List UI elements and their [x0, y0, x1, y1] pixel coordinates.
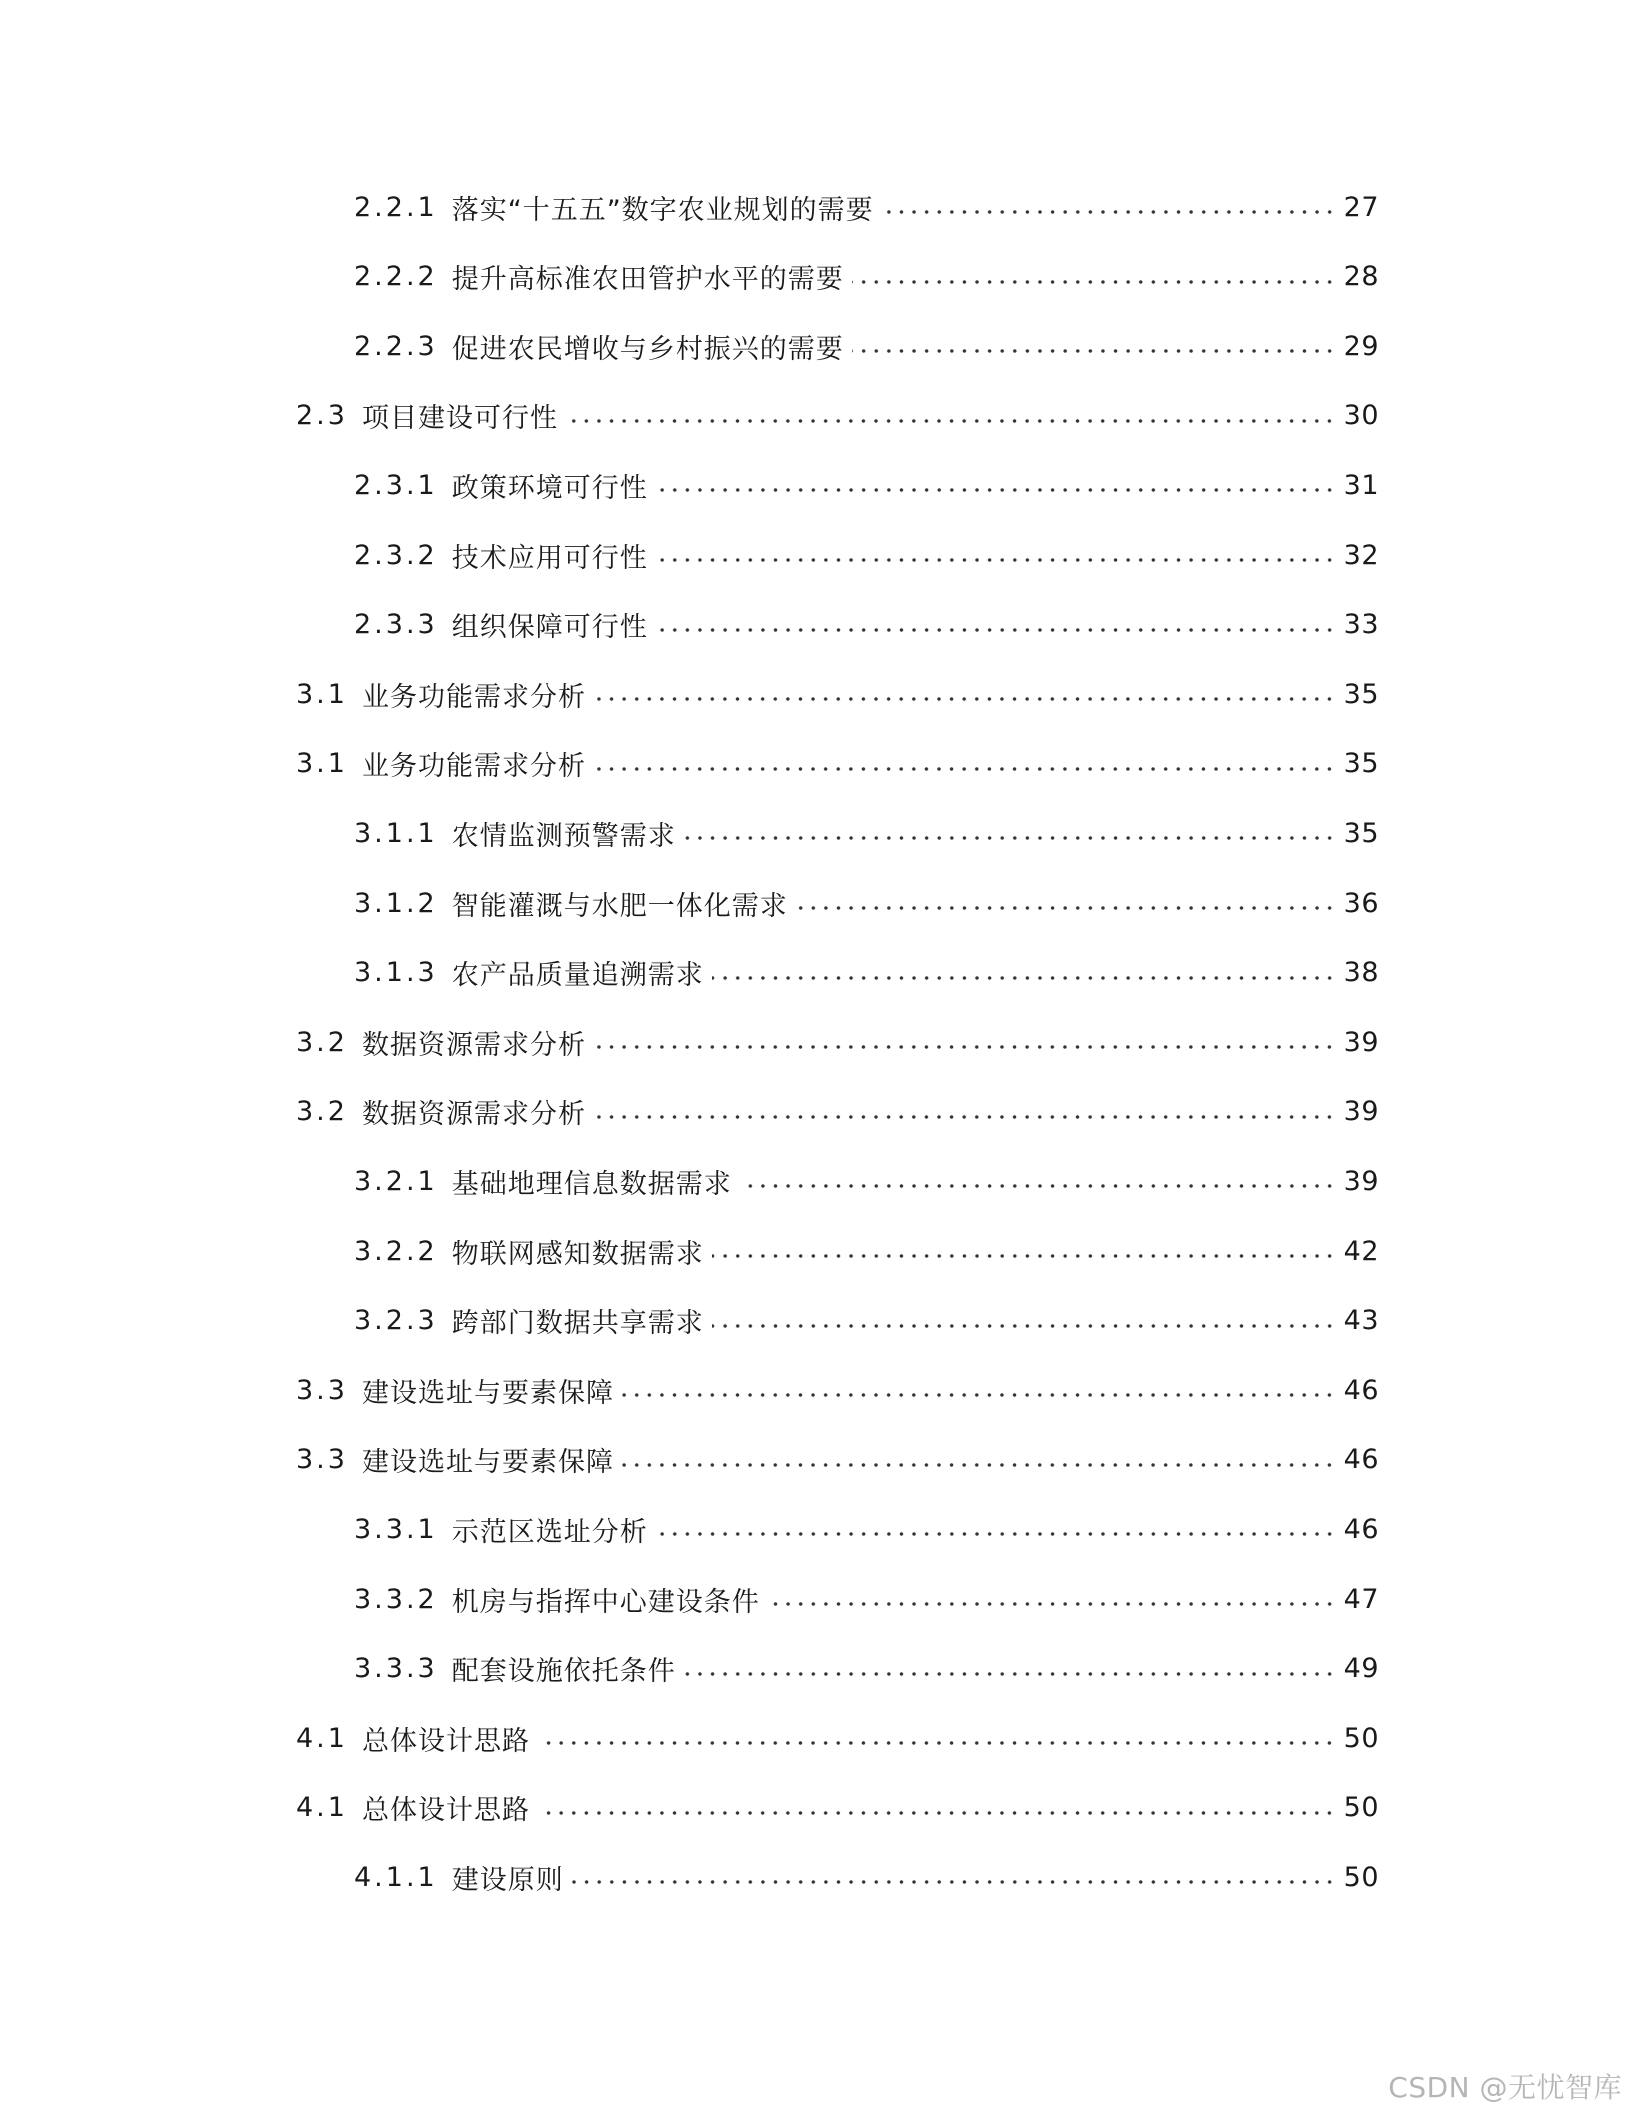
toc-entry-page-number: 33 — [1343, 609, 1379, 641]
toc-entry-title: 提升高标准农田管护水平的需要 — [451, 264, 844, 296]
toc-entry-page-number: 50 — [1343, 1861, 1379, 1893]
toc-entry[interactable] — [296, 1783, 1379, 1833]
toc-entry-page-number: 43 — [1343, 1305, 1379, 1337]
dot-leader — [594, 1115, 1336, 1119]
toc-entry-page-number: 35 — [1343, 678, 1379, 710]
dot-leader — [684, 1672, 1336, 1676]
toc-entry-title: 总体设计思路 — [361, 1725, 530, 1757]
toc-entry[interactable] — [354, 1296, 1379, 1346]
dot-leader — [656, 488, 1336, 492]
toc-entry-number: 3.1.3 — [354, 957, 438, 989]
toc-entry[interactable] — [296, 1017, 1379, 1067]
toc-entry-title: 业务功能需求分析 — [361, 751, 586, 783]
toc-entry-title: 政策环境可行性 — [451, 472, 648, 504]
dot-leader — [656, 1532, 1336, 1536]
toc-entry-number: 2.2.3 — [354, 330, 438, 362]
toc-entry-title: 机房与指挥中心建设条件 — [451, 1586, 760, 1618]
dot-leader — [656, 558, 1336, 562]
toc-entry-number: 2.3.1 — [354, 469, 438, 501]
toc-entry-page-number: 31 — [1343, 469, 1379, 501]
dot-leader — [656, 628, 1336, 632]
toc-entry[interactable] — [296, 739, 1379, 789]
toc-entry[interactable] — [354, 252, 1379, 302]
toc-entry-page-number: 50 — [1343, 1792, 1379, 1824]
toc-entry-title: 智能灌溉与水肥一体化需求 — [451, 890, 788, 922]
toc-entry[interactable] — [354, 878, 1379, 928]
dot-leader — [594, 767, 1336, 771]
toc-entry-number: 3.2.3 — [354, 1305, 438, 1337]
toc-entry-number: 3.2.2 — [354, 1235, 438, 1267]
toc-entry-page-number: 35 — [1343, 748, 1379, 780]
toc-entry-page-number: 28 — [1343, 261, 1379, 293]
toc-entry-number: 3.2 — [296, 1096, 348, 1128]
toc-entry-page-number: 35 — [1343, 817, 1379, 849]
toc-entry-page-number: 29 — [1343, 330, 1379, 362]
dot-leader — [740, 1184, 1336, 1188]
toc-entry[interactable] — [354, 460, 1379, 510]
toc-entry[interactable] — [354, 1504, 1379, 1554]
toc-entry[interactable] — [354, 1226, 1379, 1276]
watermark: CSDN @无忧智库 — [1388, 2071, 1622, 2104]
toc-entry-page-number: 27 — [1343, 191, 1379, 223]
toc-entry-number: 4.1 — [296, 1792, 348, 1824]
toc-entry-page-number: 50 — [1343, 1722, 1379, 1754]
toc-entry-number: 2.3.3 — [354, 609, 438, 641]
toc-entry-number: 3.3.2 — [354, 1583, 438, 1615]
toc-entry-title: 配套设施依托条件 — [451, 1656, 676, 1688]
dot-leader — [796, 906, 1336, 910]
toc-entry-number: 3.2.1 — [354, 1165, 438, 1197]
toc-entry-number: 2.3.2 — [354, 539, 438, 571]
toc-entry[interactable] — [296, 391, 1379, 441]
toc-entry-title: 技术应用可行性 — [451, 542, 648, 574]
toc-entry-title: 示范区选址分析 — [451, 1516, 648, 1548]
dot-leader — [538, 1741, 1336, 1745]
toc-entry-number: 3.2 — [296, 1026, 348, 1058]
toc-entry-page-number: 42 — [1343, 1235, 1379, 1267]
dot-leader — [768, 1602, 1336, 1606]
toc-entry[interactable] — [354, 1574, 1379, 1624]
toc-entry-number: 2.2.2 — [354, 261, 438, 293]
toc-entry-title: 农产品质量追溯需求 — [451, 960, 704, 992]
dot-leader — [882, 210, 1336, 214]
toc-entry-number: 3.1 — [296, 678, 348, 710]
toc-entry-number: 3.3.3 — [354, 1653, 438, 1685]
dot-leader — [622, 1393, 1336, 1397]
toc-entry-number: 3.1.2 — [354, 887, 438, 919]
dot-leader — [852, 280, 1336, 284]
toc-entry[interactable] — [354, 948, 1379, 998]
toc-entry-number: 2.2.1 — [354, 191, 438, 223]
toc-entry[interactable] — [354, 1156, 1379, 1206]
toc-entry-title: 建设原则 — [451, 1864, 564, 1896]
toc-entry-page-number: 46 — [1343, 1513, 1379, 1545]
toc-entry-number: 2.3 — [296, 400, 348, 432]
toc-entry[interactable] — [354, 600, 1379, 650]
dot-leader — [594, 697, 1336, 701]
dot-leader — [852, 349, 1336, 353]
toc-entry-number: 4.1.1 — [354, 1861, 438, 1893]
dot-leader — [712, 1254, 1336, 1258]
toc-entry-title: 业务功能需求分析 — [361, 681, 586, 713]
toc-entry[interactable] — [296, 1435, 1379, 1485]
dot-leader — [572, 1880, 1336, 1884]
dot-leader — [712, 976, 1336, 980]
toc-entry-number: 3.3.1 — [354, 1513, 438, 1545]
toc-entry-title: 建设选址与要素保障 — [361, 1447, 614, 1479]
dot-leader — [712, 1324, 1336, 1328]
toc-entry-title: 跨部门数据共享需求 — [451, 1308, 704, 1340]
dot-leader — [684, 836, 1336, 840]
toc-entry-title: 促进农民增收与乡村振兴的需要 — [451, 333, 844, 365]
toc-entry[interactable] — [296, 1365, 1379, 1415]
toc-entry[interactable] — [354, 530, 1379, 580]
toc-entry-title: 落实“十五五”数字农业规划的需要 — [451, 194, 874, 226]
toc-entry-number: 3.3 — [296, 1374, 348, 1406]
toc-entry[interactable] — [354, 321, 1379, 371]
toc-entry-number: 3.1.1 — [354, 817, 438, 849]
toc-entry-page-number: 39 — [1343, 1096, 1379, 1128]
dot-leader — [622, 1463, 1336, 1467]
toc-entry-title: 农情监测预警需求 — [451, 820, 676, 852]
toc-entry-number: 3.1 — [296, 748, 348, 780]
toc-entry[interactable] — [354, 1644, 1379, 1694]
toc-entry-page-number: 36 — [1343, 887, 1379, 919]
toc-entry-number: 4.1 — [296, 1722, 348, 1754]
dot-leader — [566, 419, 1336, 423]
toc-entry-title: 总体设计思路 — [361, 1795, 530, 1827]
toc-entry-page-number: 38 — [1343, 957, 1379, 989]
dot-leader — [594, 1045, 1336, 1049]
toc-entry[interactable] — [296, 1713, 1379, 1763]
dot-leader — [538, 1811, 1336, 1815]
toc-entry-page-number: 49 — [1343, 1653, 1379, 1685]
toc-entry[interactable] — [296, 669, 1379, 719]
toc-entry[interactable] — [296, 1087, 1379, 1137]
toc-entry-number: 3.3 — [296, 1444, 348, 1476]
toc-entry-page-number: 39 — [1343, 1026, 1379, 1058]
toc-entry-title: 组织保障可行性 — [451, 612, 648, 644]
toc-entry[interactable] — [354, 1852, 1379, 1902]
toc-entry[interactable] — [354, 808, 1379, 858]
toc-entry[interactable] — [354, 182, 1379, 232]
toc-entry-title: 物联网感知数据需求 — [451, 1238, 704, 1270]
toc-entry-page-number: 47 — [1343, 1583, 1379, 1615]
toc-entry-title: 数据资源需求分析 — [361, 1099, 586, 1131]
toc-entry-page-number: 30 — [1343, 400, 1379, 432]
toc-entry-title: 项目建设可行性 — [361, 403, 558, 435]
toc-entry-title: 基础地理信息数据需求 — [451, 1168, 732, 1200]
toc-entry-page-number: 32 — [1343, 539, 1379, 571]
toc-entry-page-number: 46 — [1343, 1374, 1379, 1406]
toc-entry-title: 数据资源需求分析 — [361, 1029, 586, 1061]
toc-entry-page-number: 46 — [1343, 1444, 1379, 1476]
toc-entry-page-number: 39 — [1343, 1165, 1379, 1197]
toc-entry-title: 建设选址与要素保障 — [361, 1377, 614, 1409]
